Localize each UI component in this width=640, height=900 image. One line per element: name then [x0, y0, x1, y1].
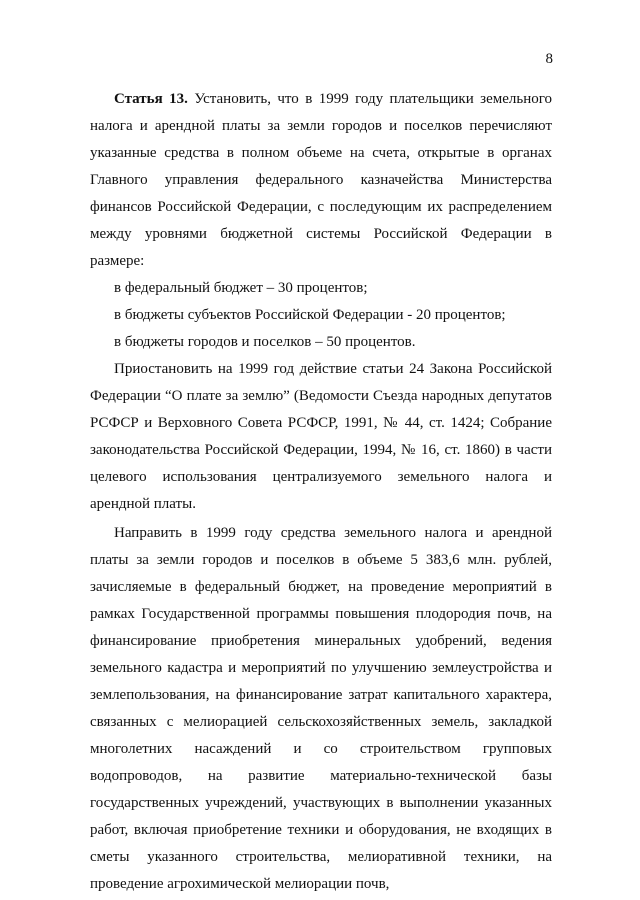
funding-direction-paragraph: Направить в 1999 году средства земельного налога и арендной платы за земли городов и поселков в объеме 5 383,6 млн. рублей, зачисляемые в федеральный бюджет, на проведение мероприятий в рамках Государственной программы повышения плодородия почв, на финансирование приобретения минеральных удобрений, ведения земельного кадастра и мероприятий по улучшению землеустройства и землепользования, на финансирование затрат капитального характера, связанных с мелиорацией сельскохозяйственных земель, закладкой многолетних насаждений и со строительством групповых водопроводов, на развитие материально-технической базы государственных учреждений, участвующих в выполнении указанных работ, включая приобретение техники и оборудования, не входящих в сметы указанного строительства, мелиоративной техники, на проведение агрохимической мелиорации почв,	[90, 525, 552, 892]
suspension-paragraph: Приостановить на 1999 год действие статьи 24 Закона Российской Федерации “О плате за землю” (Ведомости Съезда народных депутатов РСФСР и Верховного Совета РСФСР, 1991, № 44, ст. 1424; Собрание законодательства Российской Федерации, 1994, № 16, ст. 1860) в части целевого использования централизуемого земельного налога и арендной платы.	[90, 361, 552, 512]
federal-budget-share: в федеральный бюджет – 30 процентов;	[114, 280, 368, 296]
article-13-paragraph	[90, 86, 552, 275]
article-intro: Установить, что в 1999 году плательщики земельного налога и арендной платы за земли городов и поселков перечисляют указанные средства в полном объеме на счета, открытые в органах Главного управления федерального казначейства Министерства финансов Российской Федерации, с последующим их распределением между уровнями бюджетной системы Российской Федерации в размере:	[90, 91, 553, 269]
regional-budget-share: в бюджеты субъектов Российской Федерации - 20 процентов;	[114, 307, 506, 323]
city-budget-share: в бюджеты городов и поселков – 50 процентов.	[114, 334, 416, 350]
page-number: 8	[545, 51, 553, 67]
document-text	[90, 86, 552, 898]
article-label: Статья 13.	[114, 91, 188, 107]
